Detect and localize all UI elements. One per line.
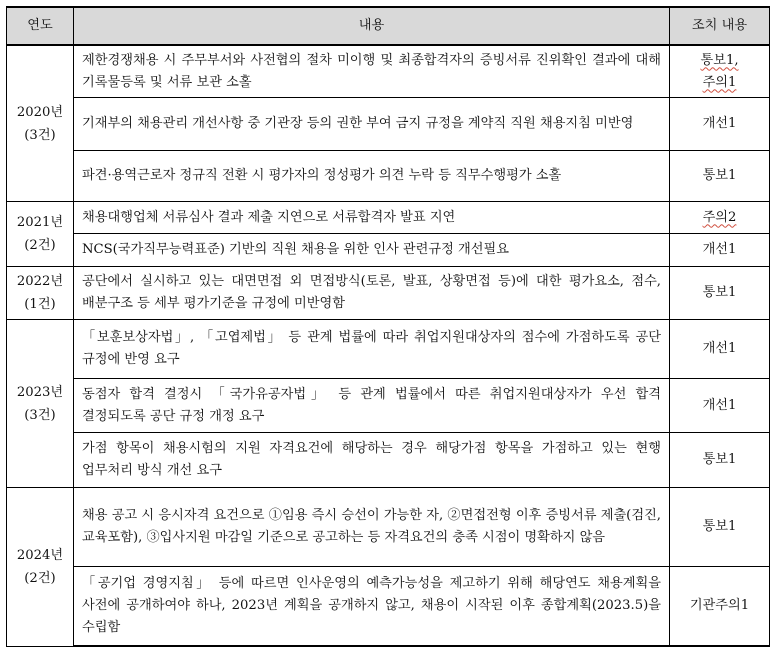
header-year: 연도: [7, 7, 74, 45]
table-row: [7, 320, 770, 379]
table-row: [7, 379, 770, 433]
table-row: [7, 151, 770, 202]
action-label: 통보1: [670, 151, 770, 202]
year-count: (1건): [24, 297, 56, 312]
table-row: [7, 567, 770, 647]
year-cell-2023: [7, 320, 74, 488]
finding-text: 제한경쟁채용 시 주무부서와 사전협의 절차 미이행 및 최종합격자의 증빙서류 진위확인 결과에 대해 기록물등록 및 서류 보관 소홀: [74, 45, 670, 98]
year-label: 2023년: [16, 384, 64, 400]
table-row: [7, 98, 770, 151]
finding-text: 공단에서 실시하고 있는 대면면접 외 면접방식(토론, 발표, 상황면접 등)에 대한 평가요소, 점수, 배분구조 등 세부 평가기준을 규정에 미반영함: [74, 267, 670, 320]
action-label: 기관주의1: [670, 567, 770, 647]
action-cell: [670, 202, 770, 234]
year-label: 2020년: [16, 104, 64, 120]
finding-text: 기재부의 채용관리 개선사항 중 기관장 등의 권한 부여 금지 규정을 계약직 직원 채용지침 미반영: [74, 98, 670, 151]
header-action: 조치 내용: [670, 7, 770, 45]
table-header-row: [7, 7, 770, 45]
year-label: 2024년: [16, 547, 64, 563]
action-label: 통보1: [670, 488, 770, 567]
table-row: [7, 202, 770, 234]
table-row: [7, 45, 770, 98]
year-count: (3건): [24, 407, 56, 423]
finding-text: 「보훈보상자법」, 「고엽제법」 등 관계 법률에 따라 취업지원대상자의 점수에 가점하도록 공단 규정에 반영 요구: [74, 320, 670, 379]
action-label: 통보1,: [700, 52, 739, 68]
year-count: (3건): [24, 127, 56, 143]
table-row: [7, 234, 770, 267]
table-row: [7, 433, 770, 488]
year-cell-2020: [7, 45, 74, 202]
finding-text: 가점 항목이 채용시험의 지원 자격요건에 해당하는 경우 해당가점 항목을 가점하고 있는 현행 업무처리 방식 개선 요구: [74, 433, 670, 488]
action-label: 통보1: [670, 267, 770, 320]
year-count: (2건): [24, 570, 56, 586]
header-content: 내용: [74, 7, 670, 45]
action-label: 개선1: [670, 98, 770, 151]
action-label: 개선1: [670, 379, 770, 433]
year-cell-2024: [7, 488, 74, 647]
audit-findings-table: [6, 6, 770, 647]
finding-text: 채용대행업체 서류심사 결과 제출 지연으로 서류합격자 발표 지연: [74, 202, 670, 234]
action-label: 개선1: [670, 234, 770, 267]
action-label: 주의1: [702, 74, 737, 90]
year-cell-2022: [7, 267, 74, 320]
finding-text: 채용 공고 시 응시자격 요건으로 ①임용 즉시 승선이 가능한 자, ②면접전형 이후 증빙서류 제출(검진, 교육포함), ③입사지원 마감일 기준으로 공고하는 등 자격요건의 충족 시점이 명확하지 않음: [74, 488, 670, 567]
year-cell-2021: [7, 202, 74, 267]
finding-text: NCS(국가직무능력표준) 기반의 직원 채용을 위한 인사 관련규정 개선필요: [74, 234, 670, 267]
finding-text: 동점자 합격 결정시 「국가유공자법」 등 관계 법률에서 따른 취업지원대상자가 우선 합격 결정되도록 공단 규정 개정 요구: [74, 379, 670, 433]
table-row: [7, 488, 770, 567]
action-label: 개선1: [670, 320, 770, 379]
action-label: 통보1: [670, 433, 770, 488]
action-label: 주의2: [702, 209, 737, 225]
finding-text: 「공기업 경영지침」 등에 따르면 인사운영의 예측가능성을 제고하기 위해 해당연도 채용계획을 사전에 공개하여야 하나, 2023년 계획을 공개하지 않고, 채용이 시작된 이후 종합계획(2023.5)을 수립함: [74, 567, 670, 647]
finding-text: 파견·용역근로자 정규직 전환 시 평가자의 정성평가 의견 누락 등 직무수행평가 소홀: [74, 151, 670, 202]
table-row: [7, 267, 770, 320]
year-count: (2건): [24, 238, 56, 253]
year-label: 2022년: [16, 274, 64, 289]
year-label: 2021년: [16, 215, 64, 230]
action-cell: [670, 45, 770, 98]
